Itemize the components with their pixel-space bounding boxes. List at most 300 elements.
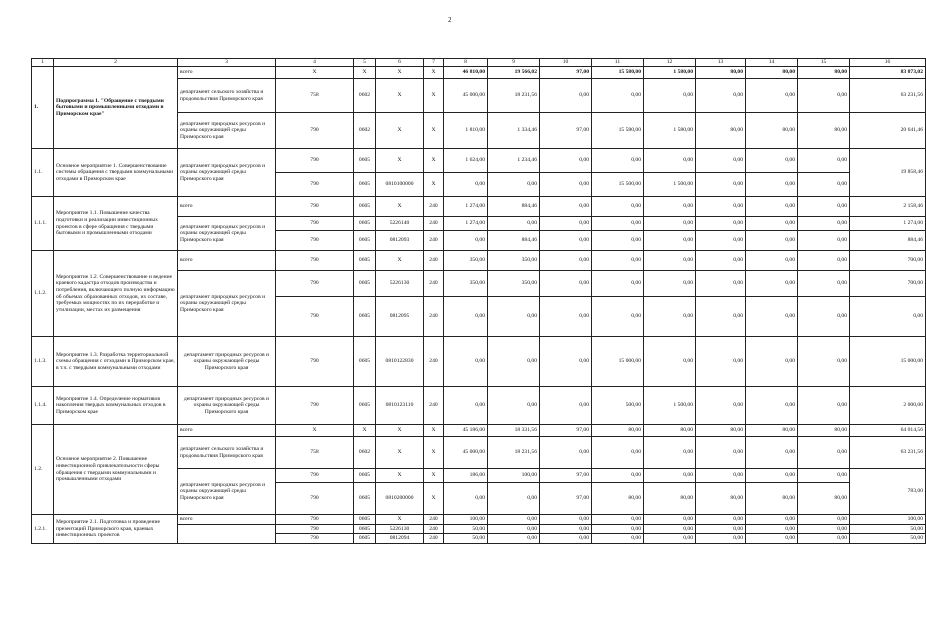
cell: X <box>376 469 424 483</box>
cell: 0602 <box>354 79 376 113</box>
cell: 0,00 <box>592 297 644 337</box>
cell: 1 580,00 <box>644 113 696 149</box>
cell: 0810123110 <box>376 387 424 425</box>
cell: 0,00 <box>696 173 746 197</box>
cell: 0812093 <box>376 231 424 251</box>
cell: 0,00 <box>696 79 746 113</box>
cell: 19 566,02 <box>488 67 540 79</box>
cell: 0,00 <box>540 437 592 469</box>
cell: 0,00 <box>644 197 696 217</box>
col-header: 1 <box>32 59 54 67</box>
cell: 0,00 <box>696 515 746 525</box>
cell: 0,00 <box>798 173 850 197</box>
cell: 1 624,00 <box>444 149 488 173</box>
cell: 0810100000 <box>376 173 424 197</box>
executor-cell: всего <box>178 251 276 271</box>
cell: 0,00 <box>798 217 850 231</box>
cell: 0,00 <box>488 483 540 515</box>
cell: 45 186,00 <box>444 425 488 437</box>
executor-cell: всего <box>178 67 276 79</box>
cell: 97,00 <box>540 67 592 79</box>
cell: 790 <box>276 525 354 534</box>
cell: 758 <box>276 79 354 113</box>
col-header: 8 <box>444 59 488 67</box>
cell: X <box>424 437 444 469</box>
cell: 0,00 <box>696 337 746 387</box>
cell: 0,00 <box>540 79 592 113</box>
cell: 0,00 <box>540 534 592 544</box>
cell: 50,00 <box>444 525 488 534</box>
cell: 0812095 <box>376 297 424 337</box>
cell: 700,00 <box>850 251 926 271</box>
cell: 63 231,56 <box>850 437 926 469</box>
cell: 0,00 <box>696 525 746 534</box>
cell: 0,00 <box>798 515 850 525</box>
cell: 0,00 <box>746 525 798 534</box>
cell: 97,00 <box>540 113 592 149</box>
cell: 80,00 <box>746 67 798 79</box>
cell: 15 000,00 <box>850 337 926 387</box>
cell: 80,00 <box>746 425 798 437</box>
cell: 240 <box>424 297 444 337</box>
row-name: Основное мероприятие 1. Совершенствование системы обращения с твердыми коммунальными отходами в Приморском крае <box>54 149 178 197</box>
cell: 0,00 <box>746 515 798 525</box>
cell: 64 014,56 <box>850 425 926 437</box>
row-name: Подпрограмма 1. "Обращение с твердыми бытовыми и промышленными отходами в Приморском крае" <box>54 67 178 149</box>
cell: 50,00 <box>444 534 488 544</box>
cell: 20 641,46 <box>850 113 926 149</box>
cell: 0,00 <box>644 149 696 173</box>
cell: 0,00 <box>696 534 746 544</box>
executor-cell: всего <box>178 425 276 437</box>
cell: 0,00 <box>444 297 488 337</box>
cell: 0,00 <box>696 297 746 337</box>
col-header: 11 <box>592 59 644 67</box>
cell: 0,00 <box>540 297 592 337</box>
cell: 0,00 <box>798 197 850 217</box>
cell: 15 580,00 <box>592 113 644 149</box>
cell: 0,00 <box>696 197 746 217</box>
cell: 0605 <box>354 217 376 231</box>
cell: 50,00 <box>850 525 926 534</box>
col-header: 4 <box>276 59 354 67</box>
cell: 5226130 <box>376 525 424 534</box>
cell: X <box>376 67 424 79</box>
cell: 100,00 <box>444 515 488 525</box>
cell: 790 <box>276 297 354 337</box>
cell: 0,00 <box>488 534 540 544</box>
cell: X <box>424 483 444 515</box>
executor-cell: всего <box>178 197 276 217</box>
cell: 240 <box>424 231 444 251</box>
table-row <box>32 337 926 387</box>
cell: 0,00 <box>746 469 798 483</box>
cell: 0,00 <box>488 525 540 534</box>
cell: X <box>424 113 444 149</box>
cell: 0,00 <box>488 173 540 197</box>
cell: 0,00 <box>644 297 696 337</box>
cell: 0812094 <box>376 534 424 544</box>
col-header: 13 <box>696 59 746 67</box>
cell: 0,00 <box>592 271 644 297</box>
cell: 1 500,00 <box>644 387 696 425</box>
cell: 0605 <box>354 525 376 534</box>
cell: 0,00 <box>444 387 488 425</box>
page-number: 2 <box>448 16 452 24</box>
cell: 790 <box>276 515 354 525</box>
cell: 790 <box>276 113 354 149</box>
cell: 0810200000 <box>376 483 424 515</box>
cell: 15 580,00 <box>592 67 644 79</box>
col-header: 14 <box>746 59 798 67</box>
cell: X <box>376 425 424 437</box>
cell: 0,00 <box>540 231 592 251</box>
cell: 0,00 <box>644 437 696 469</box>
table-row <box>32 251 926 271</box>
cell: 80,00 <box>798 67 850 79</box>
cell: 758 <box>276 437 354 469</box>
table-row <box>32 515 926 525</box>
cell: 186,00 <box>444 469 488 483</box>
cell: 884,46 <box>488 231 540 251</box>
cell: 45 000,00 <box>444 437 488 469</box>
cell: 240 <box>424 525 444 534</box>
cell: 0,00 <box>540 197 592 217</box>
row-name: Мероприятие 1.4. Определение нормативов накопления твердых коммунальных отходов в Приморском крае <box>54 387 178 425</box>
row-id: 1.2.1. <box>32 515 54 544</box>
cell: 83 873,02 <box>850 67 926 79</box>
cell: 350,00 <box>444 271 488 297</box>
cell: 19 858,46 <box>850 149 926 197</box>
cell: 0,00 <box>746 251 798 271</box>
cell: 0,00 <box>746 231 798 251</box>
cell: 15 500,00 <box>592 173 644 197</box>
cell: 0,00 <box>644 79 696 113</box>
cell: 884,46 <box>488 197 540 217</box>
cell: 0,00 <box>488 515 540 525</box>
cell: X <box>376 149 424 173</box>
cell: 80,00 <box>798 113 850 149</box>
cell: 0605 <box>354 149 376 173</box>
row-id: 1.2. <box>32 425 54 515</box>
cell: X <box>376 79 424 113</box>
cell: 50,00 <box>850 534 926 544</box>
row-id: 1.1.1. <box>32 197 54 251</box>
cell: 0,00 <box>540 337 592 387</box>
cell: 0605 <box>354 387 376 425</box>
cell: 0,00 <box>798 525 850 534</box>
cell: 0,00 <box>488 217 540 231</box>
cell: 45 000,00 <box>444 79 488 113</box>
col-header: 5 <box>354 59 376 67</box>
cell: 0,00 <box>444 173 488 197</box>
cell: 0,00 <box>488 297 540 337</box>
cell: 0,00 <box>644 525 696 534</box>
cell: 0,00 <box>644 337 696 387</box>
executor-cell: департамент сельского хозяйства и продовольствия Приморского края <box>178 437 276 469</box>
cell: 0,00 <box>592 469 644 483</box>
cell: 0,00 <box>798 437 850 469</box>
cell: 0605 <box>354 534 376 544</box>
cell: 0,00 <box>592 79 644 113</box>
cell: 0,00 <box>444 337 488 387</box>
cell: 100,00 <box>488 469 540 483</box>
cell: 18 231,56 <box>488 79 540 113</box>
table-row <box>32 197 926 217</box>
cell: 0,00 <box>540 525 592 534</box>
cell: 790 <box>276 251 354 271</box>
cell: 80,00 <box>644 483 696 515</box>
cell: 0,00 <box>592 437 644 469</box>
cell: 80,00 <box>696 113 746 149</box>
cell: X <box>376 197 424 217</box>
cell: 790 <box>276 534 354 544</box>
cell: 0,00 <box>592 231 644 251</box>
cell: 0,00 <box>696 149 746 173</box>
cell: 46 810,00 <box>444 67 488 79</box>
executor-cell: департамент природных ресурсов и охраны окружающей среды Приморского края <box>178 149 276 197</box>
cell: 1 274,00 <box>444 217 488 231</box>
cell: 0,00 <box>644 534 696 544</box>
cell: 884,46 <box>850 231 926 251</box>
row-name: Основное мероприятие 2. Повышение инвестиционной привлекательности сферы обращения с твердыми коммунальными и промышленными отходами <box>54 425 178 515</box>
cell: 80,00 <box>798 425 850 437</box>
cell: 0,00 <box>746 337 798 387</box>
cell: 783,00 <box>850 469 926 515</box>
cell: 2 000,00 <box>850 387 926 425</box>
cell: 0,00 <box>746 149 798 173</box>
cell: 350,00 <box>488 251 540 271</box>
cell: 0,00 <box>850 297 926 337</box>
cell: 0,00 <box>696 251 746 271</box>
cell: 0605 <box>354 173 376 197</box>
cell: 0,00 <box>644 469 696 483</box>
row-id: 1.1.3. <box>32 337 54 387</box>
cell: 1 334,46 <box>488 113 540 149</box>
cell: 0,00 <box>746 297 798 337</box>
cell: 0605 <box>354 231 376 251</box>
cell: 1 500,00 <box>644 173 696 197</box>
executor-cell: всего <box>178 515 276 525</box>
executor-cell <box>178 469 276 515</box>
cell: 790 <box>276 337 354 387</box>
cell: 0,00 <box>798 387 850 425</box>
cell: X <box>354 425 376 437</box>
table-row <box>32 67 926 79</box>
cell: 0,00 <box>798 271 850 297</box>
executor-cell: департамент природных ресурсов и охраны окружающей среды Приморского края <box>178 271 276 337</box>
cell: 0,00 <box>746 387 798 425</box>
cell: 80,00 <box>746 483 798 515</box>
table-row <box>32 425 926 437</box>
cell: 0,00 <box>696 437 746 469</box>
cell: 80,00 <box>746 113 798 149</box>
cell: X <box>424 173 444 197</box>
cell: 0,00 <box>798 297 850 337</box>
cell: 18 331,56 <box>488 425 540 437</box>
cell: 0,00 <box>746 217 798 231</box>
cell: 15 000,00 <box>592 337 644 387</box>
cell: 5226130 <box>376 271 424 297</box>
cell: 0,00 <box>696 217 746 231</box>
row-name: Мероприятие 1.3. Разработка территориальной схемы обращения с отходами в Приморском крае, в т.ч. с твердыми коммунальными отходами <box>54 337 178 387</box>
cell: 0,00 <box>746 437 798 469</box>
table-row <box>32 387 926 425</box>
cell: 0,00 <box>592 217 644 231</box>
cell: 790 <box>276 149 354 173</box>
cell: 790 <box>276 271 354 297</box>
cell: 0605 <box>354 469 376 483</box>
cell: X <box>376 437 424 469</box>
cell: X <box>424 149 444 173</box>
cell: 80,00 <box>592 483 644 515</box>
cell: 0,00 <box>540 271 592 297</box>
cell: 1 274,00 <box>444 197 488 217</box>
cell: 240 <box>424 387 444 425</box>
cell: 0,00 <box>798 79 850 113</box>
cell: 0,00 <box>798 251 850 271</box>
cell: 790 <box>276 483 354 515</box>
cell: 1 234,46 <box>488 149 540 173</box>
cell: 0,00 <box>746 534 798 544</box>
cell: 790 <box>276 387 354 425</box>
cell: 0,00 <box>696 387 746 425</box>
cell: 0,00 <box>540 173 592 197</box>
cell: 0,00 <box>696 231 746 251</box>
cell: 18 231,56 <box>488 437 540 469</box>
cell: 80,00 <box>798 483 850 515</box>
cell: 0,00 <box>592 525 644 534</box>
cell: 0,00 <box>746 197 798 217</box>
cell: X <box>424 67 444 79</box>
cell: 5226140 <box>376 217 424 231</box>
col-header: 12 <box>644 59 696 67</box>
cell: 350,00 <box>488 271 540 297</box>
cell: 0,00 <box>696 271 746 297</box>
cell: X <box>424 469 444 483</box>
col-header: 2 <box>54 59 178 67</box>
table-row <box>32 149 926 173</box>
cell: 0,00 <box>592 515 644 525</box>
row-id: 1.1.2. <box>32 251 54 337</box>
cell: 0,00 <box>592 251 644 271</box>
cell: 0,00 <box>444 231 488 251</box>
executor-text: департамент природных ресурсов и охраны окружающей среды Приморского края <box>180 481 266 501</box>
cell: 1 810,00 <box>444 113 488 149</box>
cell: X <box>424 79 444 113</box>
cell: 0,00 <box>644 231 696 251</box>
cell: 1 274,00 <box>850 217 926 231</box>
executor-cell <box>178 525 276 544</box>
cell: 0,00 <box>798 469 850 483</box>
cell: 0602 <box>354 113 376 149</box>
executor-cell: департамент сельского хозяйства и продовольствия Приморского края <box>178 79 276 113</box>
cell: 0,00 <box>644 251 696 271</box>
cell: 0,00 <box>540 515 592 525</box>
cell: 80,00 <box>696 67 746 79</box>
cell: 240 <box>424 271 444 297</box>
cell: 97,00 <box>540 425 592 437</box>
cell: 0,00 <box>798 149 850 173</box>
budget-table <box>31 58 926 544</box>
executor-cell: департамент природных ресурсов и охраны окружающей среды Приморского края <box>178 387 276 425</box>
cell: 240 <box>424 515 444 525</box>
row-name: Мероприятие 2.1. Подготовка и проведение презентаций Приморского края, краевых инвестиционных проектов <box>54 515 178 544</box>
cell: 0,00 <box>696 469 746 483</box>
cell: 1 580,00 <box>644 67 696 79</box>
cell: 0,00 <box>540 251 592 271</box>
cell: 240 <box>424 251 444 271</box>
cell: 0,00 <box>798 231 850 251</box>
cell: 0,00 <box>746 271 798 297</box>
cell: 500,00 <box>592 387 644 425</box>
cell: 350,00 <box>444 251 488 271</box>
cell: 0605 <box>354 297 376 337</box>
col-header: 15 <box>798 59 850 67</box>
cell: 0,00 <box>592 197 644 217</box>
cell: 0605 <box>354 337 376 387</box>
cell: 0605 <box>354 251 376 271</box>
col-header: 7 <box>424 59 444 67</box>
cell: X <box>376 515 424 525</box>
cell: 0605 <box>354 271 376 297</box>
cell: 0,00 <box>592 534 644 544</box>
executor-cell: департамент природных ресурсов и охраны окружающей среды Приморского края <box>178 337 276 387</box>
row-id: 1. <box>32 67 54 149</box>
cell: X <box>276 67 354 79</box>
cell: 0602 <box>354 437 376 469</box>
header-row <box>32 59 926 67</box>
cell: 0,00 <box>798 337 850 387</box>
row-name: Мероприятие 1.1. Повышение качества подготовки и реализации инвестиционных проектов в сфере обращения с твердыми бытовыми и промышленными отходами <box>54 197 178 251</box>
cell: X <box>276 425 354 437</box>
cell: 790 <box>276 217 354 231</box>
cell: 80,00 <box>696 483 746 515</box>
row-id: 1.1. <box>32 149 54 197</box>
cell: 97,00 <box>540 483 592 515</box>
cell: 63 231,56 <box>850 79 926 113</box>
cell: 240 <box>424 197 444 217</box>
cell: 0,00 <box>488 387 540 425</box>
cell: 0,00 <box>488 337 540 387</box>
cell: 700,00 <box>850 271 926 297</box>
cell: 790 <box>276 173 354 197</box>
cell: 97,00 <box>540 469 592 483</box>
cell: X <box>376 251 424 271</box>
cell: 240 <box>424 217 444 231</box>
cell: 0605 <box>354 197 376 217</box>
cell: 0810122830 <box>376 337 424 387</box>
col-header: 3 <box>178 59 276 67</box>
cell: 0,00 <box>540 149 592 173</box>
cell: 80,00 <box>592 425 644 437</box>
col-header: 16 <box>850 59 926 67</box>
cell: 0,00 <box>644 217 696 231</box>
cell: 0,00 <box>746 173 798 197</box>
cell: 0605 <box>354 483 376 515</box>
cell: 80,00 <box>644 425 696 437</box>
cell: X <box>376 113 424 149</box>
cell: 0,00 <box>644 515 696 525</box>
cell: 0,00 <box>798 534 850 544</box>
cell: 2 158,46 <box>850 197 926 217</box>
cell: 240 <box>424 337 444 387</box>
row-name: Мероприятие 1.2. Совершенствование и ведение краевого кадастра отходов производства и потребления, включающего полную информацию об объемах образованных отходов, их составе, требуемых мощностях по их переработке и утилизации, местах их размещения <box>54 251 178 337</box>
cell: 790 <box>276 231 354 251</box>
col-header: 9 <box>488 59 540 67</box>
cell: 0,00 <box>592 149 644 173</box>
cell: 80,00 <box>696 425 746 437</box>
